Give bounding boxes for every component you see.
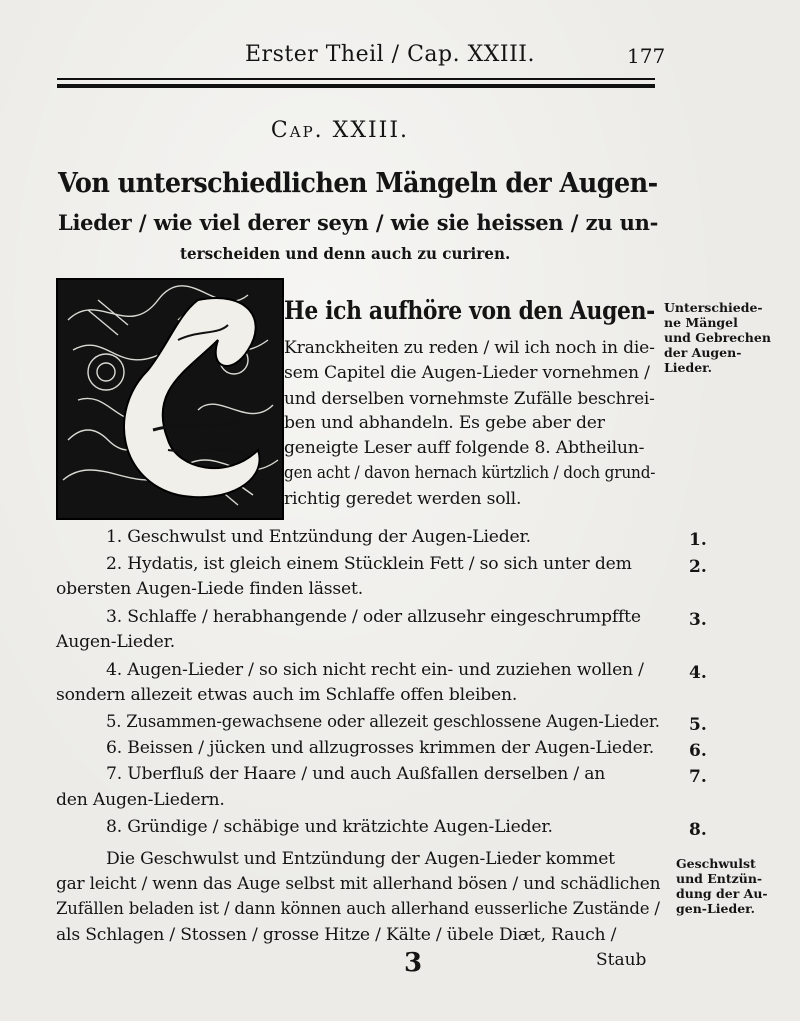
list-item: 8. Gründige / schäbige und krätzichte Augen-Lieder. — [106, 817, 553, 837]
paragraph-line: Zufällen beladen ist / dann können auch allerhand eusserliche Zustände / — [56, 899, 660, 919]
header-rule-thick — [57, 84, 655, 88]
list-item: 2. Hydatis, ist gleich einem Stücklein Fett / so sich unter dem — [106, 554, 632, 574]
decorated-initial — [56, 278, 284, 520]
paragraph-line: als Schlagen / Stossen / grosse Hitze / Kälte / übele Diæt, Rauch / — [56, 925, 617, 945]
margin-note: Geschwulst und Entzün- dung der Au- gen-Lieder. — [676, 856, 768, 916]
intro-line: gen acht / davon hernach kürtzlich / doch grund- — [284, 463, 656, 483]
chapter-title-line: Von unterschiedlichen Mängeln der Augen- — [58, 168, 658, 199]
paragraph-line: gar leicht / wenn das Auge selbst mit allerhand bösen / und schädlichen — [56, 874, 661, 894]
list-marker: 2. — [689, 557, 707, 577]
intro-line: sem Capitel die Augen-Lieder vornehmen / — [284, 363, 650, 383]
intro-first-line: He ich aufhöre von den Augen- — [284, 296, 655, 325]
list-marker: 7. — [689, 767, 707, 787]
intro-line: richtig geredet werden soll. — [284, 489, 522, 509]
list-item: 5. Zusammen-gewachsene oder allezeit geschlossene Augen-Lieder. — [106, 712, 660, 732]
running-title: Erster Theil / Cap. XXIII. — [245, 42, 535, 67]
intro-line: geneigte Leser auff folgende 8. Abtheilun- — [284, 438, 645, 458]
intro-line: Kranckheiten zu reden / wil ich noch in die- — [284, 338, 655, 358]
list-item-continuation: obersten Augen-Liede finden lässet. — [56, 579, 363, 599]
chapter-title-line: Lieder / wie viel derer seyn / wie sie heissen / zu un- — [58, 210, 658, 235]
list-item-continuation: den Augen-Liedern. — [56, 790, 225, 810]
list-item: 1. Geschwulst und Entzündung der Augen-Lieder. — [106, 527, 531, 547]
list-marker: 5. — [689, 715, 707, 735]
header-rule-thin — [57, 78, 655, 80]
list-item-continuation: sondern allezeit etwas auch im Schlaffe offen bleiben. — [56, 685, 518, 705]
list-marker: 1. — [689, 530, 707, 550]
list-marker: 3. — [689, 610, 707, 630]
bleed-through-text — [120, 98, 640, 116]
list-marker: 6. — [689, 741, 707, 761]
list-item: 3. Schlaffe / herabhangende / oder allzusehr eingeschrumpffte — [106, 607, 641, 627]
intro-line: und derselben vornehmste Zufälle beschrei- — [284, 389, 655, 409]
signature-mark: 3 — [404, 948, 423, 978]
list-item: 4. Augen-Lieder / so sich nicht recht ein- und zuziehen wollen / — [106, 660, 644, 680]
page-number: 177 — [627, 44, 666, 68]
list-marker: 4. — [689, 663, 707, 683]
list-item: 6. Beissen / jücken und allzugrosses krimmen der Augen-Lieder. — [106, 738, 654, 758]
list-item-continuation: Augen-Lieder. — [56, 632, 175, 652]
intro-line: ben und abhandeln. Es gebe aber der — [284, 413, 605, 433]
margin-note: Unterschiede- ne Mängel und Gebrechen der Augen- Lieder. — [664, 300, 771, 375]
catchword: Staub — [596, 950, 647, 970]
decorated-initial-E-woodcut-icon — [58, 280, 282, 518]
list-item: 7. Uberfluß der Haare / und auch Außfallen derselben / an — [106, 764, 606, 784]
chapter-label: Cap. XXIII. — [270, 118, 410, 143]
chapter-title-line: terscheiden und denn auch zu curiren. — [180, 244, 511, 263]
list-marker: 8. — [689, 820, 707, 840]
paragraph-line: Die Geschwulst und Entzündung der Augen-Lieder kommet — [106, 849, 615, 869]
